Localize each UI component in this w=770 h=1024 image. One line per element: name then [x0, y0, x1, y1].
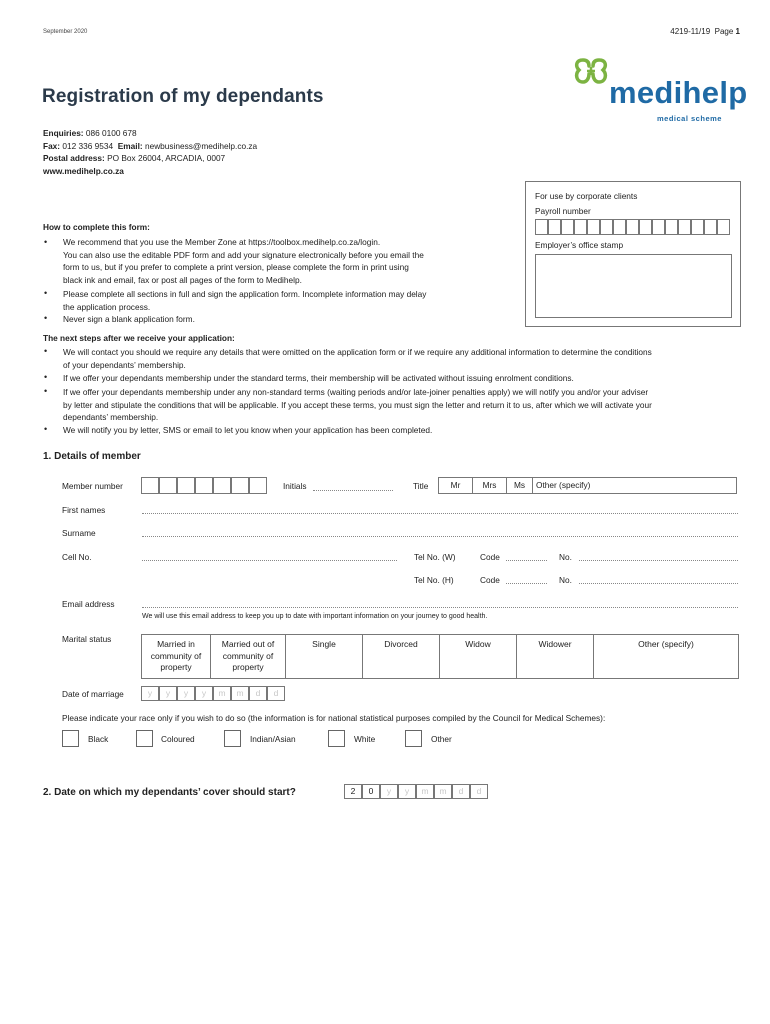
marital-status-label: Marital status — [62, 634, 112, 644]
marital-divorced[interactable]: Divorced — [363, 635, 440, 679]
marital-single[interactable]: Single — [286, 635, 363, 679]
tel-w-no-label: No. — [559, 552, 572, 562]
title-mrs[interactable]: Mrs — [472, 477, 507, 494]
surname-label: Surname — [62, 528, 96, 538]
medihelp-logo-icon — [573, 56, 613, 90]
cell-label: Cell No. — [62, 552, 92, 562]
date-of-marriage-label: Date of marriage — [62, 689, 124, 699]
logo-subtitle: medical scheme — [657, 114, 722, 123]
contact-block — [43, 127, 257, 177]
form-date: September 2020 — [43, 29, 88, 35]
page-reference — [670, 27, 740, 36]
stamp-area[interactable] — [535, 254, 732, 318]
next-steps-heading: The next steps after we receive your application: — [43, 333, 235, 343]
first-names-label: First names — [62, 505, 106, 515]
marital-other[interactable]: Other (specify) — [594, 635, 739, 679]
tel-w-no-input[interactable] — [579, 560, 738, 561]
how-to-bullet-2: Please complete all sections in full and sign the application form. Incomplete information may delay the application process. — [63, 289, 427, 312]
section-2-heading: 2. Date on which my dependants’ cover should start? — [43, 787, 296, 798]
cover-start-date-input[interactable]: 2 0 y y m m d d — [344, 784, 488, 799]
title-mr[interactable]: Mr — [438, 477, 473, 494]
race-white-label: White — [354, 734, 376, 744]
next-steps-bullet-1: We will contact you should we require any details that were omitted on the application form or if we require any additional information to determine the conditions of your dependants’ membership. — [63, 347, 652, 370]
tel-h-no-label: No. — [559, 575, 572, 585]
how-to-bullet-3: Never sign a blank application form. — [63, 314, 195, 324]
title-options — [438, 477, 737, 494]
date-of-marriage-input[interactable]: y y y y m m d d — [141, 686, 285, 701]
tel-h-code-input[interactable] — [506, 583, 547, 584]
tel-w-label: Tel No. (W) — [414, 552, 456, 562]
fax-value: 012 336 9534 — [60, 140, 114, 151]
title-label: Title — [413, 481, 429, 491]
tel-w-code-input[interactable] — [506, 560, 547, 561]
form-ref: 4219-11/19 — [670, 27, 711, 36]
logo-wordmark: medihelp — [609, 75, 748, 110]
race-black-label: Black — [88, 734, 109, 744]
member-number-label: Member number — [62, 481, 123, 491]
email-address-label: Email address — [62, 599, 115, 609]
page-number: 1 — [735, 27, 740, 36]
first-names-input[interactable] — [142, 513, 738, 514]
marital-widow[interactable]: Widow — [440, 635, 517, 679]
next-steps-bullet-2: If we offer your dependants membership under the standard terms, their membership will be activated without issuing enrolment conditions. — [63, 373, 574, 383]
tel-h-label: Tel No. (H) — [414, 575, 454, 585]
next-steps-bullet-3: If we offer your dependants membership under any non-standard terms (waiting periods and/or late-joiner penalties apply) we will notify you and/or your adviser by letter and stipulate the conditions that will be applicable. If you accept these terms, you must sign the letter and return it to us, after which we will activate your dependants’ membership. — [63, 387, 652, 422]
cell-input[interactable] — [142, 560, 397, 561]
next-steps-bullet-4: We will notify you by letter, SMS or email to let you know when your application has been completed. — [63, 425, 433, 435]
tel-h-code-label: Code — [480, 575, 500, 585]
initials-input[interactable] — [313, 490, 393, 491]
surname-input[interactable] — [142, 536, 738, 537]
tel-w-code-label: Code — [480, 552, 500, 562]
race-black-checkbox[interactable] — [62, 730, 79, 747]
title-ms[interactable]: Ms — [506, 477, 533, 494]
how-to-bullet-1: We recommend that you use the Member Zone at https://toolbox.medihelp.co.za/login. You can also use the editable PDF form and add your signature electronically before you email the form to us, but if you prefer to complete a print version, please complete the form in print using black ink and email, fax or post all pages of the form to Medihelp. — [63, 237, 424, 285]
race-coloured-checkbox[interactable] — [136, 730, 153, 747]
fax-label: Fax: — [43, 140, 61, 151]
race-coloured-label: Coloured — [161, 734, 195, 744]
marital-status-options — [141, 634, 739, 679]
page-label: Page — [714, 27, 734, 36]
enquiries-value: 086 0100 678 — [83, 128, 137, 138]
title-other[interactable]: Other (specify) — [532, 477, 737, 494]
email-address-input[interactable] — [142, 607, 738, 608]
website-link[interactable]: www.medihelp.co.za — [43, 165, 124, 176]
race-prompt: Please indicate your race only if you wish to do so (the information is for national statistical purposes compiled by the Council for Medical Schemes): — [62, 713, 606, 723]
payroll-label: Payroll number — [535, 206, 591, 216]
postal-value: PO Box 26004, ARCADIA, 0007 — [104, 153, 226, 163]
section-1-heading: 1. Details of member — [43, 451, 141, 462]
race-indian-label: Indian/Asian — [250, 734, 296, 744]
page-title: Registration of my dependants — [42, 86, 324, 107]
email-value[interactable]: newbusiness@medihelp.co.za — [142, 140, 258, 151]
postal-label: Postal address: — [43, 153, 105, 163]
corporate-heading: For use by corporate clients — [535, 191, 638, 201]
marital-widower[interactable]: Widower — [517, 635, 594, 679]
race-other-label: Other — [431, 734, 452, 744]
member-number-input[interactable] — [141, 477, 267, 494]
race-white-checkbox[interactable] — [328, 730, 345, 747]
race-indian-checkbox[interactable] — [224, 730, 241, 747]
email-label: Email: — [117, 140, 143, 151]
initials-label: Initials — [283, 481, 307, 491]
payroll-number-input[interactable] — [535, 219, 730, 235]
how-to-heading: How to complete this form: — [43, 222, 150, 232]
enquiries-label: Enquiries: — [43, 128, 84, 138]
corporate-clients-box — [525, 181, 741, 327]
race-other-checkbox[interactable] — [405, 730, 422, 747]
marital-married-out-cop[interactable]: Married out of community of property — [211, 635, 286, 679]
tel-h-no-input[interactable] — [579, 583, 738, 584]
stamp-label: Employer’s office stamp — [535, 240, 624, 250]
email-note: We will use this email address to keep you up to date with important information on your journey to good health. — [142, 613, 488, 620]
marital-married-in-cop[interactable]: Married in community of property — [142, 635, 211, 679]
